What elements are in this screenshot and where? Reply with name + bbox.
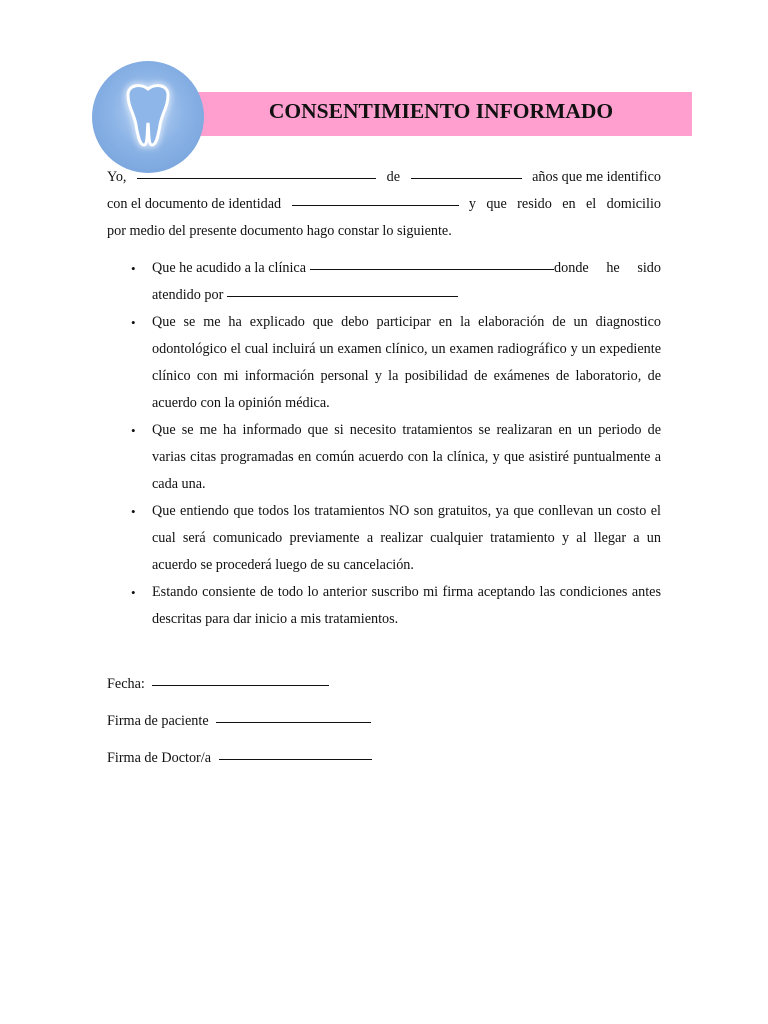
item-text: Estando consiente de todo lo anterior suscribo mi firma aceptando las condiciones antes descritas para dar inicio a mis tratamientos. (152, 584, 661, 627)
bullet: • (131, 261, 136, 276)
item-1-text-b (554, 255, 661, 282)
intro-word: resido (517, 196, 552, 212)
clinic-field[interactable] (310, 268, 554, 270)
page-title: CONSENTIMIENTO INFORMADO (268, 99, 614, 123)
bullet: • (131, 423, 136, 438)
patient-signature-field[interactable] (216, 721, 371, 723)
intro-word: que (486, 196, 507, 212)
date-field[interactable] (152, 684, 329, 686)
bullet: • (131, 585, 136, 600)
age-field[interactable] (411, 177, 522, 179)
item-text: Que se me ha informado que si necesito tratamientos se realizaran en un periodo de varias citas programadas en común acuerdo con la clínica, y que asistiré puntualmente a cada una. (152, 422, 661, 492)
patient-signature-line (107, 713, 371, 730)
intro-yo: Yo, (107, 169, 127, 185)
list-item (107, 498, 661, 579)
item-1-text-c: atendido por (152, 287, 224, 303)
intro-line-3-text: por medio del presente documento hago constar lo siguiente. (107, 223, 452, 239)
intro-word: en (562, 196, 576, 212)
intro-de: de (386, 169, 400, 185)
item-1-line-2 (152, 282, 661, 309)
logo (92, 61, 204, 173)
item-text: Que entiendo que todos los tratamientos NO son gratuitos, ya que conllevan un costo el cual será comunicado previamente a realizar cualquier tratamiento y al llegar a un acuerdo se procederá luego de su cancelación. (152, 503, 661, 573)
intro-word: el (585, 196, 597, 212)
list-item (107, 309, 661, 417)
list-item (107, 417, 661, 498)
doctor-signature-line (107, 750, 372, 767)
bullet: • (131, 315, 136, 330)
statement-list (107, 255, 661, 633)
intro-word: domicilio (606, 196, 661, 212)
date-label: Fecha: (107, 676, 145, 692)
bullet: • (131, 504, 136, 519)
intro-documento: con el documento de identidad (107, 196, 282, 212)
intro-word: y (468, 196, 476, 212)
item-1-line-1 (152, 255, 661, 282)
tooth-icon (92, 61, 204, 173)
document-body (107, 164, 661, 633)
date-line (107, 676, 329, 693)
list-item (107, 579, 661, 633)
doctor-signature-label: Firma de Doctor/a (107, 750, 212, 766)
id-document-field[interactable] (292, 204, 459, 206)
intro-line-1 (107, 164, 661, 191)
intro-line-3 (107, 218, 661, 245)
intro-anos: años que me identifico (532, 169, 661, 185)
doctor-signature-field[interactable] (219, 758, 372, 760)
list-item (107, 255, 661, 309)
item-1-text-a: Que he acudido a la clínica (152, 260, 307, 276)
attended-by-field[interactable] (227, 295, 458, 297)
name-field[interactable] (137, 177, 376, 179)
item-text: Que se me ha explicado que debo participar en la elaboración de un diagnostico odontológico el cual incluirá un examen clínico, un examen radiográfico y un expediente clínico con mi información personal y la posibilidad de exámenes de laboratorio, de acuerdo con la opinión médica. (152, 314, 661, 411)
intro-line-2 (107, 191, 661, 218)
patient-signature-label: Firma de paciente (107, 713, 209, 729)
intro-paragraph (107, 164, 661, 245)
item-1-text-b-inner: donde he sido (554, 260, 661, 276)
